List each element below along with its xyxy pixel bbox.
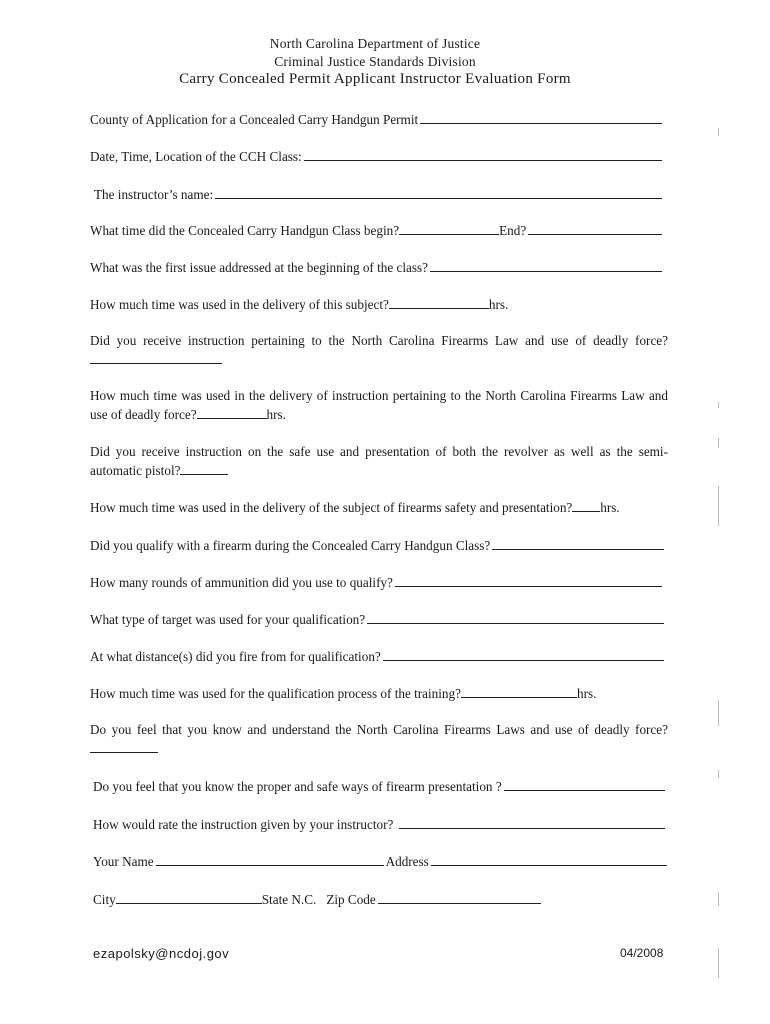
question-class-begin-label: What time did the Concealed Carry Handgun Class begin? <box>90 223 400 238</box>
question-date-time <box>90 147 662 166</box>
question-nc-law-time-label: How much time was used in the delivery of instruction pertaining to the North Carolina Firearms Law and use of deadly force? <box>90 388 668 422</box>
understand-law-field[interactable] <box>90 739 158 753</box>
instructor-name-field[interactable] <box>215 185 662 199</box>
question-qual-time-label: How much time was used for the qualification process of the training? <box>90 686 461 701</box>
first-issue-field[interactable] <box>430 258 662 272</box>
question-safe-use <box>90 443 668 480</box>
question-presentation-label: Do you feel that you know the proper and safe ways of firearm presentation ? <box>93 779 502 794</box>
nc-law-instruction-field[interactable] <box>90 350 222 364</box>
scan-speck <box>718 486 719 526</box>
question-safe-use-label: Did you receive instruction on the safe use and presentation of both the revolver as well as the semi-automatic pistol? <box>90 444 668 478</box>
safe-use-field[interactable] <box>180 461 228 475</box>
question-rate <box>93 815 665 834</box>
target-field[interactable] <box>367 610 664 624</box>
department-heading: North Carolina Department of Justice <box>269 36 481 51</box>
state-label: State N.C. <box>261 892 317 907</box>
city-field[interactable] <box>116 890 262 904</box>
question-qual-time <box>90 684 596 703</box>
applicant-name-address-row <box>93 852 667 871</box>
rounds-field[interactable] <box>395 573 662 587</box>
presentation-field[interactable] <box>504 777 665 791</box>
footer-date: 04/2008 <box>620 946 664 960</box>
your-name-label: Your Name <box>93 854 154 869</box>
question-nc-law-instruction <box>90 332 668 369</box>
class-end-field[interactable] <box>528 221 662 235</box>
time-subject-field[interactable] <box>389 295 489 309</box>
question-safety-time <box>90 498 620 517</box>
your-name-field[interactable] <box>156 852 384 866</box>
scan-speck <box>718 700 719 726</box>
city-label: City <box>93 892 116 907</box>
hrs-label: hrs. <box>266 407 286 422</box>
question-county <box>90 110 662 129</box>
question-date-time-label: Date, Time, Location of the CCH Class: <box>90 149 302 164</box>
question-first-issue-label: What was the first issue addressed at the beginning of the class? <box>90 260 429 275</box>
question-understand-law <box>90 721 668 758</box>
rate-field[interactable] <box>399 815 665 829</box>
hrs-label: hrs. <box>488 297 509 312</box>
scan-speck <box>718 438 719 448</box>
question-qualify <box>90 536 664 555</box>
question-rounds <box>90 573 662 592</box>
question-distance-label: At what distance(s) did you fire from for qualification? <box>90 649 381 664</box>
question-distance <box>90 647 664 666</box>
question-rounds-label: How many rounds of ammunition did you use to qualify? <box>90 575 393 590</box>
zip-field[interactable] <box>378 890 541 904</box>
footer-email: ezapolsky@ncdoj.gov <box>93 946 230 961</box>
question-class-end-label: End? <box>499 223 527 238</box>
qual-time-field[interactable] <box>461 684 577 698</box>
address-label: Address <box>385 854 429 869</box>
question-time-subject-label: How much time was used in the delivery of this subject? <box>90 297 389 312</box>
hrs-label: hrs. <box>576 686 597 701</box>
question-time-subject <box>90 295 508 314</box>
distance-field[interactable] <box>383 647 664 661</box>
applicant-city-row <box>93 890 541 909</box>
hrs-label: hrs. <box>600 500 620 515</box>
scan-speck <box>718 128 719 136</box>
scan-speck <box>718 892 719 906</box>
zip-label: Zip Code <box>326 892 376 907</box>
safety-time-field[interactable] <box>572 498 600 512</box>
question-rate-label: How would rate the instruction given by your instructor? <box>93 817 394 832</box>
question-nc-law-time <box>90 387 668 424</box>
qualify-field[interactable] <box>492 536 664 550</box>
question-class-time <box>90 221 662 240</box>
question-understand-law-label: Do you feel that you know and understand the North Carolina Firearms Laws and use of deadly force? <box>90 722 668 737</box>
nc-law-time-field[interactable] <box>197 405 267 419</box>
question-presentation <box>93 777 665 796</box>
question-first-issue <box>90 258 662 277</box>
question-nc-law-instruction-label: Did you receive instruction pertaining to the North Carolina Firearms Law and use of deadly force? <box>90 333 668 348</box>
scan-speck <box>718 770 719 778</box>
date-time-location-field[interactable] <box>304 147 662 161</box>
division-heading: Criminal Justice Standards Division <box>274 54 476 69</box>
question-target <box>90 610 664 629</box>
question-county-label: County of Application for a Concealed Carry Handgun Permit <box>90 112 419 127</box>
address-field[interactable] <box>431 852 667 866</box>
question-qualify-label: Did you qualify with a firearm during the Concealed Carry Handgun Class? <box>90 538 491 553</box>
form-title: Carry Concealed Permit Applicant Instructor Evaluation Form <box>179 71 571 87</box>
class-begin-field[interactable] <box>399 221 499 235</box>
question-instructor-name-label: The instructor’s name: <box>94 187 214 202</box>
scan-speck <box>718 948 719 978</box>
county-field[interactable] <box>420 110 662 124</box>
scan-speck <box>718 402 719 408</box>
question-safety-time-label: How much time was used in the delivery of the subject of firearms safety and presentation? <box>90 500 573 515</box>
question-instructor-name <box>94 185 662 204</box>
question-target-label: What type of target was used for your qualification? <box>90 612 366 627</box>
